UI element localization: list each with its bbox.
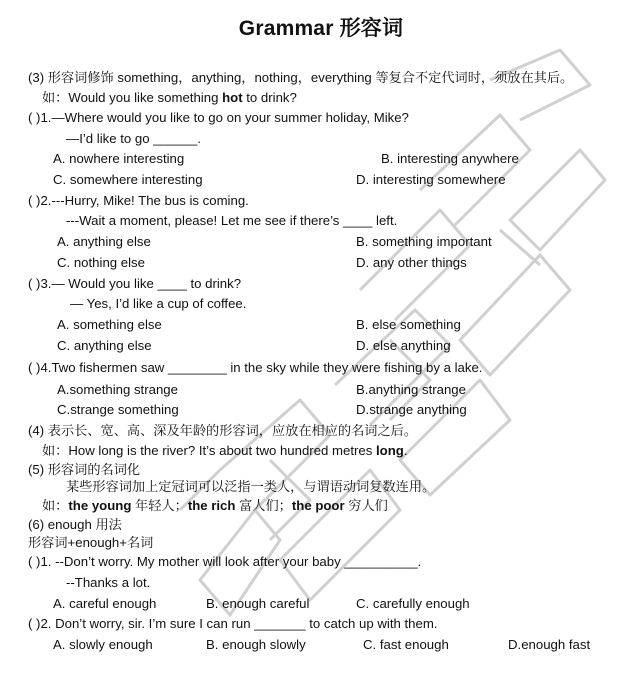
example-text-end: . <box>403 443 408 458</box>
q3-4-option-b: B.anything strange <box>356 382 466 397</box>
q3-1-option-a: A. nowhere interesting <box>53 151 185 166</box>
example-bold-1: the young <box>68 498 132 513</box>
section5-rule: (5) 形容词的名词化 <box>28 462 141 477</box>
q6-1-option-c: C. carefully enough <box>356 596 470 611</box>
q3-1-option-c: C. somewhere interesting <box>53 172 203 187</box>
q6-1-option-b: B. enough careful <box>206 596 310 611</box>
q3-2-option-c: C. nothing else <box>57 255 145 270</box>
q3-1-stem2: —I’d like to go ______. <box>66 131 201 146</box>
example-bold-2: the rich <box>187 498 236 513</box>
example-bold: long <box>376 443 404 458</box>
q3-2-option-b: B. something important <box>356 234 492 249</box>
q6-2-stem: ( )2. Don’t worry, sir. I’m sure I can run _______ to catch up with them. <box>28 616 438 631</box>
q3-4-option-a: A.something strange <box>57 382 178 397</box>
q6-1-stem2: --Thanks a lot. <box>66 575 151 590</box>
q3-2-option-a: A. anything else <box>57 234 151 249</box>
q3-4-option-c: C.strange something <box>57 402 179 417</box>
q3-3-option-c: C. anything else <box>57 338 152 353</box>
example-text: 如：How long is the river? It’s about two hundred metres <box>42 443 376 458</box>
example-bold-3: the poor <box>291 498 345 513</box>
q3-3-option-b: B. else something <box>356 317 461 332</box>
example-prefix: 如： <box>42 498 69 513</box>
section3-example <box>42 90 297 106</box>
q3-3-option-a: A. something else <box>57 317 162 332</box>
q6-2-option-d: D.enough fast <box>508 637 591 652</box>
q6-1-option-a: A. careful enough <box>53 596 157 611</box>
section6-pattern: 形容词+enough+名词 <box>28 535 154 550</box>
q3-2-stem: ( )2.---Hurry, Mike! The bus is coming. <box>28 193 249 208</box>
section6-rule: (6) enough 用法 <box>28 517 122 532</box>
section3-rule: (3) 形容词修饰 something，anything，nothing，everything 等复合不定代词时，须放在其后。 <box>28 70 574 85</box>
example-text-3: 穷人们 <box>344 498 388 513</box>
example-bold: hot <box>222 90 243 105</box>
example-text-2: 富人们； <box>235 498 292 513</box>
q3-1-option-d: D. interesting somewhere <box>356 172 506 187</box>
section4-example <box>42 443 408 459</box>
q6-2-option-a: A. slowly enough <box>53 637 153 652</box>
example-text-end: to drink? <box>242 90 297 105</box>
example-text: 如：Would you like something <box>42 90 223 105</box>
page-title: Grammar 形容词 <box>238 17 404 40</box>
q6-2-option-c: C. fast enough <box>363 637 449 652</box>
q3-3-option-d: D. else anything <box>356 338 451 353</box>
q6-2-option-b: B. enough slowly <box>206 637 306 652</box>
section5-desc: 某些形容词加上定冠词可以泛指一类人，与谓语动词复数连用。 <box>66 479 436 494</box>
q3-2-stem2: ---Wait a moment, please! Let me see if there’s ____ left. <box>66 213 398 228</box>
q3-3-stem2: — Yes, I’d like a cup of coffee. <box>70 296 247 311</box>
q3-1-option-b: B. interesting anywhere <box>381 151 519 166</box>
example-text-1: 年轻人； <box>131 498 188 513</box>
section5-examples <box>42 498 388 514</box>
q3-1-stem: ( )1.—Where would you like to go on your summer holiday, Mike? <box>28 110 409 125</box>
q3-4-option-d: D.strange anything <box>356 402 467 417</box>
q6-1-stem: ( )1. --Don’t worry. My mother will look after your baby __________. <box>28 554 422 569</box>
q3-3-stem: ( )3.— Would you like ____ to drink? <box>28 276 242 291</box>
section4-rule: (4) 表示长、宽、高、深及年龄的形容词，应放在相应的名词之后。 <box>28 423 418 438</box>
q3-2-option-d: D. any other things <box>356 255 467 270</box>
q3-4-stem: ( )4.Two fishermen saw ________ in the sky while they were fishing by a lake. <box>28 360 483 375</box>
